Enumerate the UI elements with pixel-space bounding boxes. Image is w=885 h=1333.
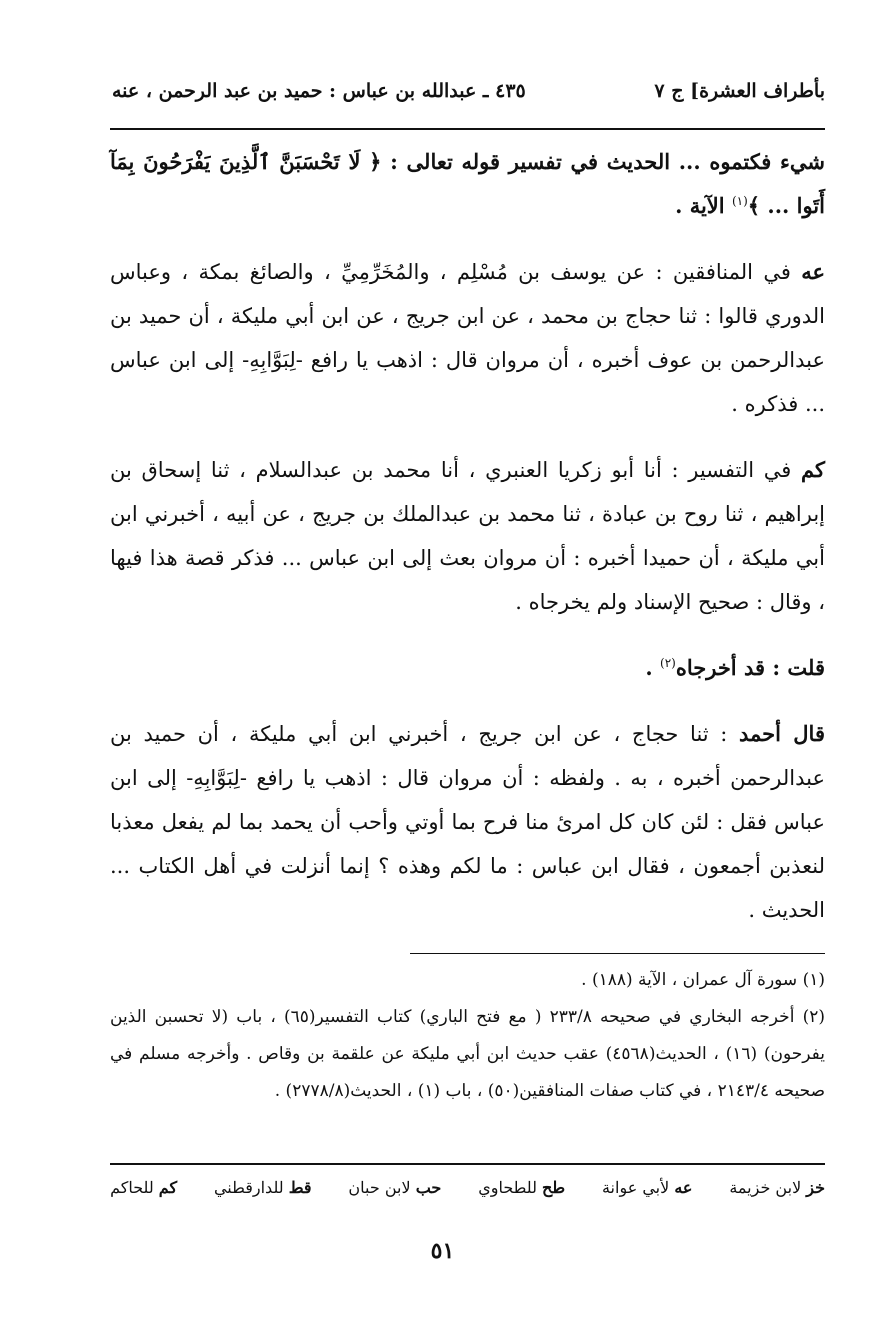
main-text — [110, 140, 825, 954]
footnotes — [110, 962, 825, 1110]
abbr-item — [110, 1178, 177, 1197]
footnote-rule — [410, 953, 825, 954]
abbr-text: لابن حبان — [348, 1178, 416, 1197]
running-header — [112, 76, 825, 112]
page-number: ٥١ — [430, 1238, 455, 1264]
abbr-text: للحاكم — [110, 1178, 159, 1197]
source-code-ahmad: قال أحمد — [739, 721, 825, 746]
paragraph-ahmad — [110, 712, 825, 932]
header-volume: بأطراف العشرة] ج ٧ — [654, 80, 825, 102]
abbr-item — [602, 1178, 693, 1197]
paragraph-text: في المنافقين : عن يوسف بن مُسْلِم ، والمُخَرِّمِيِّ ، والصائغ بمكة ، وعباس الدوري قالوا : ثنا حجاج بن محمد ، عن ابن جريج ، عن ابن أبي مليكة ، أن حميد بن عبدالرحمن بن عوف أخبره ، أن مروان قال : اذهب يا رافع -لِبَوَّابِهِ- إلى ابن عباس ... فذكره . — [110, 260, 825, 416]
paragraph-hakim — [110, 448, 825, 624]
abbr-text: للدارقطني — [213, 1178, 289, 1197]
verse-end: الآية . — [675, 193, 732, 218]
abbr-code: عه — [674, 1178, 693, 1197]
source-code-awana: عه — [801, 259, 825, 284]
abbr-code: خز — [806, 1178, 825, 1197]
note-text: قلت : قد أخرجاه — [675, 655, 825, 680]
abbr-code: قط — [288, 1178, 312, 1197]
abbr-code: حب — [415, 1178, 442, 1197]
footnote-2: (٢) أخرجه البخاري في صحيحه ٢٣٣/٨ ( مع فتح الباري) كتاب التفسير(٦٥) ، باب (لا تحسبن الذين يفرحون) (١٦) ، الحديث(٤٥٦٨) عقب حديث ابن أبي مليكة عن علقمة بن وقاص . وأخرجه مسلم في صحيحه ٢١٤٣/٤ ، في كتاب صفات المنافقين(٥٠) ، باب (١) ، الحديث(٢٧٧٨/٨) . — [110, 1007, 825, 1101]
header-entry-title: ٤٣٥ ـ عبدالله بن عباس : حميد بن عبد الرحمن ، عنه — [112, 80, 526, 102]
abbr-item — [478, 1178, 565, 1197]
abbr-item — [214, 1178, 312, 1197]
header-rule — [110, 128, 825, 130]
paragraph-note — [110, 646, 825, 690]
abbr-text: لابن خزيمة — [729, 1178, 807, 1197]
footnote-ref-2: (٢) — [660, 656, 676, 670]
abbreviations-key — [110, 1178, 825, 1197]
verse-text: شيء فكتموه ... الحديث في تفسير قوله تعالى : ﴿ لَا تَحْسَبَنَّ ٱلَّذِينَ يَفْرَحُونَ بِمَآ أَتَوا ... ﴾ — [110, 149, 825, 218]
note-end: . — [645, 655, 661, 680]
abbr-item — [729, 1178, 825, 1197]
abbr-code: طح — [542, 1178, 566, 1197]
abbr-text: للطحاوي — [478, 1178, 543, 1197]
paragraph-awana — [110, 250, 825, 426]
abbreviations-rule — [110, 1163, 825, 1165]
abbr-item — [348, 1178, 441, 1197]
source-code-hakim: كم — [801, 457, 825, 482]
paragraph-text: : ثنا حجاج ، عن ابن جريج ، أخبرني ابن أبي مليكة ، أن حميد بن عبدالرحمن أخبره ، به . ولفظه : أن مروان قال : اذهب يا رافع -لِبَوَّابِهِ- إلى ابن عباس فقل : لئن كان كل امرئ منا فرح بما أوتي وأحب أن يحمد بما لم يفعل معذبا لنعذبن أجمعون ، فقال ابن عباس : ما لكم وهذه ؟ إنما أنزلت في أهل الكتاب ... الحديث . — [110, 722, 825, 922]
abbr-text: لأبي عوانة — [601, 1178, 675, 1197]
footnote-ref-1: (١) — [731, 194, 748, 208]
paragraph-text: في التفسير : أنا أبو زكريا العنبري ، أنا محمد بن عبدالسلام ، ثنا إسحاق بن إبراهيم ، ثنا روح بن عبادة ، ثنا محمد بن عبدالملك بن جريج ، عن أبيه ، أخبرني ابن أبي مليكة ، أن حميدا أخبره : أن مروان بعث إلى ابن عباس ... فذكر قصة هذا فيها ، وقال : صحيح الإسناد ولم يخرجاه . — [110, 458, 825, 614]
abbr-code: كم — [158, 1178, 178, 1197]
footnote-1: (١) سورة آل عمران ، الآية (١٨٨) . — [581, 970, 825, 990]
paragraph-quran-verse — [110, 140, 825, 228]
